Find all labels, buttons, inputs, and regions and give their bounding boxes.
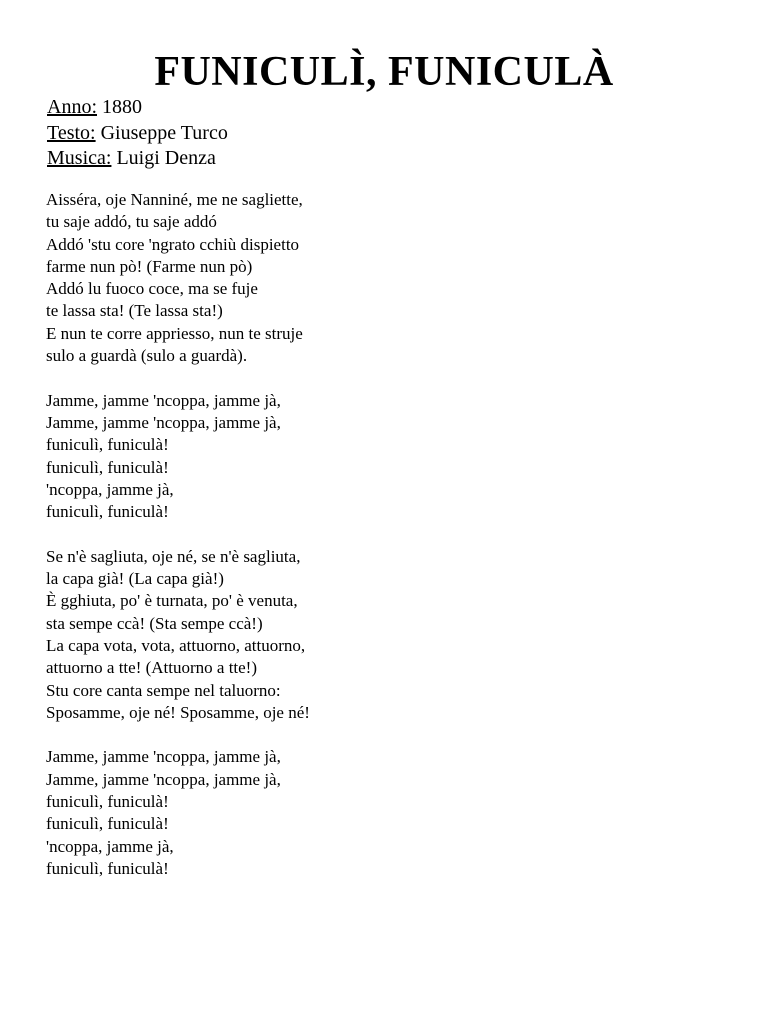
- meta-composer-row: [47, 146, 228, 172]
- lyric-line: funiculì, funiculà!: [46, 502, 169, 522]
- meta-year-value: 1880: [102, 96, 142, 118]
- lyric-line: È gghiuta, po' è turnata, po' è venuta,: [46, 591, 298, 611]
- meta-composer-value: Luigi Denza: [116, 147, 216, 169]
- lyrics-body: [46, 189, 310, 903]
- page-title: FUNICULÌ, FUNICULÀ: [154, 49, 614, 95]
- lyric-line: Se n'è sagliuta, oje né, se n'è sagliuta,: [46, 546, 301, 566]
- chorus-1: [46, 390, 310, 524]
- lyric-line: Jamme, jamme 'ncoppa, jamme jà,: [46, 769, 281, 789]
- lyric-line: Addó 'stu core 'ngrato cchiù dispietto: [46, 234, 300, 254]
- lyric-line: Stu core canta sempe nel taluorno:: [46, 680, 281, 700]
- lyric-line: funiculì, funiculà!: [46, 457, 169, 477]
- lyric-line: funiculì, funiculà!: [46, 814, 169, 834]
- lyric-line: La capa vota, vota, attuorno, attuorno,: [46, 635, 306, 655]
- song-metadata: [47, 95, 228, 172]
- meta-lyricist-row: [47, 121, 228, 147]
- lyric-line: funiculì, funiculà!: [46, 858, 169, 878]
- lyric-line: la capa già! (La capa già!): [46, 569, 224, 589]
- lyric-line: sulo a guardà (sulo a guardà).: [46, 346, 248, 366]
- lyric-line: Jamme, jamme 'ncoppa, jamme jà,: [46, 747, 281, 767]
- lyric-line: te lassa sta! (Te lassa sta!): [46, 301, 223, 321]
- lyric-line: 'ncoppa, jamme jà,: [46, 479, 174, 499]
- lyric-line: attuorno a tte! (Attuorno a tte!): [46, 658, 258, 678]
- lyric-line: 'ncoppa, jamme jà,: [46, 836, 174, 856]
- lyric-line: farme nun pò! (Farme nun pò): [46, 256, 253, 276]
- meta-year-label: Anno:: [47, 96, 97, 118]
- meta-year-row: [47, 95, 228, 121]
- meta-lyricist-label: Testo:: [47, 121, 96, 144]
- lyric-line: sta sempe ccà! (Sta sempe ccà!): [46, 613, 263, 633]
- lyric-line: Addó lu fuoco coce, ma se fuje: [46, 279, 258, 299]
- verse-1: [46, 189, 310, 367]
- lyric-line: Jamme, jamme 'ncoppa, jamme jà,: [46, 390, 281, 410]
- lyric-line: Jamme, jamme 'ncoppa, jamme jà,: [46, 412, 281, 432]
- lyric-line: tu saje addó, tu saje addó: [46, 212, 217, 232]
- chorus-2: [46, 746, 310, 880]
- lyric-line: Aisséra, oje Nanniné, me ne sagliette,: [46, 190, 303, 209]
- lyric-line: funiculì, funiculà!: [46, 792, 169, 812]
- lyric-line: Sposamme, oje né! Sposamme, oje né!: [46, 702, 310, 722]
- meta-composer-label: Musica:: [47, 147, 112, 169]
- meta-lyricist-value: Giuseppe Turco: [100, 121, 228, 144]
- verse-2: [46, 546, 310, 724]
- lyric-line: funiculì, funiculà!: [46, 435, 169, 455]
- lyric-line: E nun te corre appriesso, nun te struje: [46, 323, 303, 343]
